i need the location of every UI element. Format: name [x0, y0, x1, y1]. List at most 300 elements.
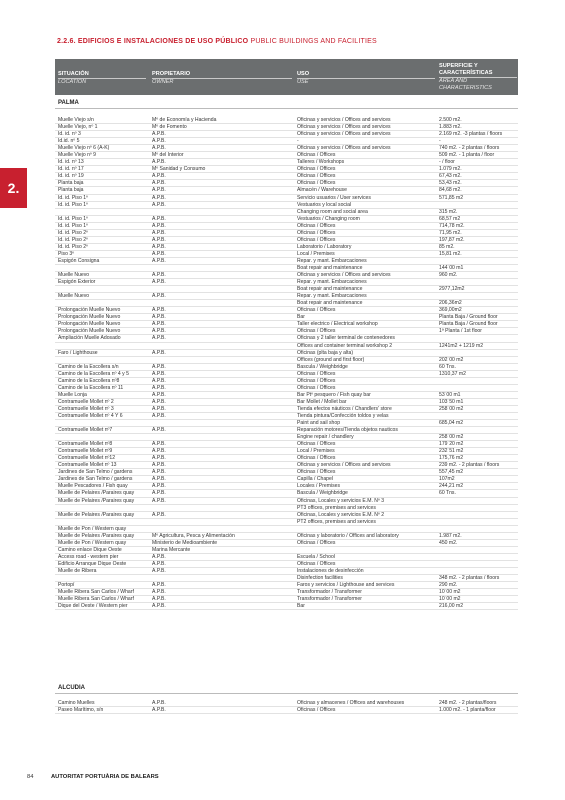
- cell-use: Oficinas / Offices: [297, 229, 336, 236]
- cell-location: Camino de la Escollera nº8: [58, 377, 120, 384]
- cell-use: -: [297, 138, 299, 145]
- cell-area: 1.000 m2. - 1 planta/floor: [439, 707, 496, 714]
- table-row: [55, 707, 518, 714]
- cell-use: Tienda pintura/Confección toldos y velas: [297, 412, 389, 419]
- table-row: [55, 385, 518, 392]
- cell-owner: A.P.B.: [152, 707, 166, 714]
- table-row: [55, 455, 518, 462]
- table-row: [55, 540, 518, 547]
- cell-use: Oficinas y 2 taller terminal de contenedores: [297, 335, 395, 342]
- cell-owner: A.P.B.: [152, 476, 166, 483]
- header-area-line1: AREA AND: [439, 77, 517, 85]
- table-row: [55, 335, 518, 342]
- cell-use: Oficinas y servicios / Offices and services: [297, 145, 391, 152]
- table-row: [55, 399, 518, 406]
- cell-area: 84,68 m2.: [439, 187, 462, 194]
- table-row: [55, 434, 518, 441]
- cell-location: Jardines de San Telmo / gardens: [58, 476, 133, 483]
- table-row: [55, 223, 518, 230]
- cell-use: Vestuarios y local social: [297, 201, 352, 208]
- cell-use: Repar. y mant. Embarcaciones: [297, 257, 367, 264]
- cell-owner: A.P.B.: [152, 257, 166, 264]
- table-row: [55, 476, 518, 483]
- title-english: PUBLIC BUILDINGS AND FACILITIES: [250, 38, 377, 45]
- cell-area: 1ª Planta / 1st floor: [439, 328, 482, 335]
- cell-area: 258´00 m2: [439, 405, 464, 412]
- cell-location: Contramuelle Mollet nº 4 Y 6: [58, 412, 123, 419]
- cell-use: Oficinas (plta baja y alta): [297, 349, 354, 356]
- cell-owner: A.P.B.: [152, 215, 166, 222]
- cell-owner: A.P.B.: [152, 405, 166, 412]
- cell-area: 315 m2.: [439, 208, 458, 215]
- cell-area: 15,81 m2.: [439, 250, 462, 257]
- cell-owner: A.P.B.: [152, 145, 166, 152]
- cell-area: 85 m2.: [439, 243, 455, 250]
- cell-area: - / floor: [439, 159, 455, 166]
- cell-location: Id. id. Piso 2º: [58, 236, 88, 243]
- cell-owner: Mº de Economía y Hacienda: [152, 117, 217, 123]
- cell-location: Contramuelle Mollet nº 13: [58, 462, 117, 469]
- table-row: [55, 441, 518, 448]
- table-row: [55, 173, 518, 180]
- table-row: [55, 364, 518, 371]
- cell-area: 571,85 m2: [439, 194, 464, 201]
- cell-area: Planta Baja / Ground floor: [439, 321, 498, 328]
- header-superficie-line1: SUPERFICIE Y: [439, 63, 478, 69]
- cell-owner: A.P.B.: [152, 560, 166, 567]
- table-row: [55, 251, 518, 258]
- table-row: [55, 202, 518, 209]
- cell-location: Id. id. Piso 1º: [58, 201, 88, 208]
- cell-owner: A.P.B.: [152, 384, 166, 391]
- cell-use: Oficinas / Offices: [297, 441, 336, 448]
- cell-owner: A.P.B.: [152, 483, 166, 490]
- table-row: [55, 547, 518, 554]
- cell-use: Oficinas y servicios / Offices and services: [297, 462, 391, 469]
- cell-area: 232´51 m2: [439, 448, 464, 455]
- cell-owner: A.P.B.: [152, 497, 166, 504]
- cell-use: Capilla / Chapel: [297, 476, 333, 483]
- cell-use: Oficinas y servicios / Offices and services: [297, 272, 391, 279]
- cell-location: Espigón Exterior: [58, 279, 96, 286]
- cell-area: 175,76 m2: [439, 455, 464, 462]
- cell-location: Muelle Viejo, nº 1: [58, 124, 98, 131]
- cell-use: Local / Premises: [297, 448, 335, 455]
- cell-use: Paint and sail shop: [297, 420, 341, 427]
- cell-use: Escuela / School: [297, 553, 335, 560]
- cell-area: 1.987 m2.: [439, 532, 462, 539]
- cell-area: 2977,12m2: [439, 286, 465, 293]
- cell-location: Muelle de Pon / Western quay: [58, 539, 127, 546]
- cell-location: Edificio Arranque Dique Oeste: [58, 560, 127, 567]
- table-row: [55, 413, 518, 420]
- cell-location: Id. id. Piso 1º: [58, 194, 88, 201]
- cell-area: 107m2: [439, 476, 455, 483]
- cell-area: 714,78 m2.: [439, 222, 465, 229]
- cell-owner: A.P.B.: [152, 314, 166, 321]
- cell-location: Contramuelle Mollet nº12: [58, 455, 116, 462]
- cell-area: 179´20 m2: [439, 441, 464, 448]
- table-row: [55, 462, 518, 469]
- cell-use: PT2 offices, premises and services: [297, 518, 376, 525]
- cell-location: Contramuelle Mollet nº8: [58, 441, 113, 448]
- cell-owner: A.P.B.: [152, 462, 166, 469]
- table-row: [55, 490, 518, 497]
- cell-owner: Mº de Fomento: [152, 124, 187, 131]
- table-row: [55, 357, 518, 364]
- cell-area: 1241m2 + 1219 m2: [439, 342, 484, 349]
- page-footer: [27, 774, 159, 780]
- cell-area: 685,04 m2: [439, 420, 464, 427]
- cell-use: Faros y servicios / Lighthouse and services: [297, 582, 395, 589]
- cell-use: Boat repair and maintenance: [297, 286, 363, 293]
- section-palma: [55, 99, 518, 109]
- header-situacion-label: SITUACIÓN: [58, 71, 89, 77]
- cell-use: Oficinas / Offices: [297, 455, 336, 462]
- cell-area: 216,00 m2: [439, 603, 464, 610]
- cell-owner: A.P.B.: [152, 307, 166, 314]
- cell-area: 258´00 m2: [439, 434, 464, 441]
- cell-location: Ampliación Muelle Adosado: [58, 335, 121, 342]
- cell-use: Almacén / Warehouse: [297, 187, 347, 194]
- cell-owner: A.P.B.: [152, 293, 166, 300]
- cell-use: Oficinas / Offices: [297, 236, 336, 243]
- cell-area: 60 Tns.: [439, 490, 456, 497]
- cell-location: Piso 3º: [58, 250, 75, 257]
- chapter-number: 2.: [7, 180, 20, 196]
- cell-location: Contramuelle Mollet nº 3: [58, 405, 114, 412]
- table-row: [55, 420, 518, 427]
- cell-location: Muelle Viejo nº 9: [58, 152, 97, 159]
- page-title: [57, 38, 377, 45]
- cell-owner: A.P.B.: [152, 243, 166, 250]
- section-alcudia-label: ALCUDIA: [58, 685, 85, 691]
- cell-area: 68,57 m2: [439, 215, 461, 222]
- header-location-label: LOCATION: [58, 78, 146, 86]
- table-row: [55, 159, 518, 166]
- cell-area: 1.883 m2.: [439, 124, 462, 131]
- cell-location: Muelle de Pelaires /Paraires quay: [58, 532, 135, 539]
- palma-table-body: [55, 117, 518, 610]
- cell-use: Boat repair and maintenance: [297, 300, 363, 307]
- cell-location: Access road - western pier: [58, 553, 119, 560]
- cell-location: Muelle de Pon / Western quay: [58, 525, 127, 532]
- cell-location: Planta baja: [58, 180, 84, 187]
- cell-use: Talleres / Workshops: [297, 159, 345, 166]
- cell-area: 348 m2. - 2 plantas / floors: [439, 575, 500, 582]
- cell-use: Bascula / Weighbridge: [297, 490, 348, 497]
- cell-location: Id. id. Piso 1º: [58, 222, 88, 229]
- table-row: [55, 187, 518, 194]
- cell-area: 244,21 m2: [439, 483, 464, 490]
- table-row: [55, 519, 518, 526]
- cell-owner: Mº del Interior: [152, 152, 184, 159]
- cell-use: Oficinas / Offices: [297, 166, 336, 173]
- table-row: [55, 406, 518, 413]
- cell-use: Transformador / Transformer: [297, 589, 362, 596]
- cell-location: Espigón Consigna: [58, 257, 100, 264]
- cell-owner: A.P.B.: [152, 335, 166, 342]
- cell-owner: A.P.B.: [152, 187, 166, 194]
- table-row: [55, 244, 518, 251]
- cell-use: Oficinas, Locales y servicios E.M. Nº 2: [297, 511, 385, 518]
- cell-use: Laboratorio / Laboratory: [297, 243, 352, 250]
- table-row: [55, 700, 518, 707]
- footer-organization: AUTORITAT PORTUÀRIA DE BALEARS: [51, 774, 159, 780]
- cell-owner: A.P.B.: [152, 441, 166, 448]
- table-row: [55, 568, 518, 575]
- cell-owner: A.P.B.: [152, 511, 166, 518]
- cell-area: 290 m2.: [439, 582, 458, 589]
- table-row: [55, 124, 518, 131]
- cell-area: 144´00 m1: [439, 264, 464, 271]
- header-uso-label: USO: [297, 71, 310, 77]
- cell-area: 450 m2.: [439, 539, 458, 546]
- cell-use: Bar: [297, 314, 305, 321]
- cell-use: Disinfection facilities: [297, 575, 343, 582]
- cell-use: Changing room and social area: [297, 208, 368, 215]
- table-row: [55, 469, 518, 476]
- cell-use: Oficinas y servicios / Offices and services: [297, 131, 391, 138]
- cell-owner: A.P.B.: [152, 700, 166, 706]
- table-row: [55, 498, 518, 505]
- cell-use: Servicio usuarios / User services: [297, 194, 371, 201]
- cell-area: 248 m2. - 2 plantas/floors: [439, 700, 497, 706]
- cell-use: Oficinas y servicios / Offices and services: [297, 124, 391, 131]
- table-row: [55, 328, 518, 335]
- cell-area: 2.169 m2. -3 plantas / floors: [439, 131, 503, 138]
- cell-use: Bascula / Weighbridge: [297, 363, 348, 370]
- header-use: [297, 71, 435, 86]
- table-row: [55, 575, 518, 582]
- cell-owner: A.P.B.: [152, 370, 166, 377]
- cell-area: 2.500 m2.: [439, 117, 462, 123]
- cell-use: Oficinas y almacenes / Offices and warehouses: [297, 700, 405, 706]
- cell-location: Muelle de Ribera: [58, 568, 97, 574]
- cell-use: Engine repair / chandlery: [297, 434, 354, 441]
- table-row: [55, 561, 518, 568]
- cell-use: Oficinas / Offices: [297, 328, 336, 335]
- cell-use: Bar: [297, 603, 305, 610]
- cell-area: 960 m2.: [439, 272, 458, 279]
- cell-owner: A.P.B.: [152, 469, 166, 476]
- table-row: [55, 286, 518, 293]
- cell-area: Planta Baja / Ground floor: [439, 314, 498, 321]
- cell-use: Taller electrico / Electrical workshop: [297, 321, 378, 328]
- table-row: [55, 293, 518, 300]
- cell-area: 53,43 m2.: [439, 180, 462, 187]
- table-row: [55, 526, 518, 533]
- table-row: [55, 512, 518, 519]
- table-header: [55, 59, 518, 95]
- cell-use: Tienda efectos náuticos / Chandlers' store: [297, 405, 392, 412]
- table-row: [55, 258, 518, 265]
- header-propietario-label: PROPIETARIO: [152, 71, 191, 77]
- cell-location: Prolongación Muelle Nuevo: [58, 321, 121, 328]
- header-location: [58, 71, 146, 86]
- cell-owner: A.P.B.: [152, 236, 166, 243]
- table-row: [55, 166, 518, 173]
- table-row: [55, 589, 518, 596]
- cell-use: Oficinas / Offices: [297, 469, 336, 476]
- cell-area: 202´00 m2: [439, 356, 464, 363]
- table-row: [55, 505, 518, 512]
- cell-use: Oficinas / Offices: [297, 152, 336, 159]
- cell-owner: A.P.B.: [152, 194, 166, 201]
- cell-use: Offices and container terminal workshop 2: [297, 342, 393, 349]
- cell-location: Id.id. nº 5: [58, 138, 80, 145]
- cell-use: Instalaciones de desinfección: [297, 568, 364, 574]
- cell-location: Faro / Lighthouse: [58, 349, 98, 356]
- cell-owner: Mº Agricultura, Pesca y Alimentación: [152, 532, 235, 539]
- table-row: [55, 448, 518, 455]
- chapter-tab: [0, 168, 27, 208]
- cell-location: Id. id. nº 13: [58, 159, 84, 166]
- cell-use: Oficinas / Offices: [297, 370, 336, 377]
- cell-owner: Marina Mercante: [152, 546, 191, 553]
- cell-area: 369,00m2: [439, 307, 462, 314]
- table-row: [55, 152, 518, 159]
- cell-use: Locales / Premises: [297, 483, 341, 490]
- cell-location: Id. id. Piso 2º: [58, 229, 88, 236]
- cell-owner: A.P.B.: [152, 250, 166, 257]
- cell-location: Muelle Lonja: [58, 391, 87, 398]
- cell-owner: A.P.B.: [152, 448, 166, 455]
- table-row: [55, 321, 518, 328]
- cell-use: Oficinas y servicios / Offices and services: [297, 117, 391, 123]
- cell-owner: A.P.B.: [152, 138, 166, 145]
- cell-area: 740 m2. - 2 plantas / floors: [439, 145, 500, 152]
- table-row: [55, 138, 518, 145]
- cell-use: PT3 offices, premises and services: [297, 504, 376, 511]
- cell-location: Camino Muelles: [58, 700, 95, 706]
- alcudia-table-body: [55, 700, 518, 714]
- cell-use: Oficinas / Offices: [297, 222, 336, 229]
- table-row: [55, 265, 518, 272]
- cell-owner: A.P.B.: [152, 279, 166, 286]
- section-alcudia: [55, 684, 518, 694]
- table-row: [55, 533, 518, 540]
- cell-area: 509 m2. - 1 planta / floor: [439, 152, 495, 159]
- table-row: [55, 300, 518, 307]
- title-spanish: 2.2.6. EDIFICIOS E INSTALACIONES DE USO PÚBLICO: [57, 38, 249, 45]
- cell-owner: A.P.B.: [152, 229, 166, 236]
- table-row: [55, 195, 518, 202]
- table-row: [55, 427, 518, 434]
- cell-use: Oficinas / Offices: [297, 180, 336, 187]
- table-row: [55, 307, 518, 314]
- table-row: [55, 483, 518, 490]
- cell-location: Muelle Pescadores / Fish quay: [58, 483, 128, 490]
- header-owner-label: OWNER: [152, 78, 292, 86]
- cell-location: Id. id. nº 3: [58, 131, 81, 138]
- cell-owner: A.P.B.: [152, 349, 166, 356]
- cell-location: Contramuelle Mollet nº9: [58, 448, 113, 455]
- cell-location: Muelle de Pelaires /Paraires quay: [58, 511, 135, 518]
- cell-owner: A.P.B.: [152, 363, 166, 370]
- table-row: [55, 378, 518, 385]
- cell-use: Reparación motores/Tienda objetos nauticos: [297, 427, 398, 434]
- table-row: [55, 554, 518, 561]
- cell-use: Local / Premises: [297, 250, 335, 257]
- cell-area: 1.079 m2.: [439, 166, 462, 173]
- cell-owner: Ministerio de Medioambiente: [152, 539, 218, 546]
- cell-owner: A.P.B.: [152, 589, 166, 596]
- table-row: [55, 314, 518, 321]
- header-superficie-line2: CARACTERÍSTICAS: [439, 70, 493, 76]
- cell-owner: A.P.B.: [152, 398, 166, 405]
- cell-owner: A.P.B.: [152, 568, 166, 574]
- cell-location: Muelle de Pelaires /Paraires quay: [58, 490, 135, 497]
- cell-owner: A.P.B.: [152, 412, 166, 419]
- table-row: [55, 117, 518, 124]
- cell-location: Id. id. Piso 1º: [58, 215, 88, 222]
- cell-location: Camino de la Escollera nº 4 y 5: [58, 370, 129, 377]
- cell-location: Prolongación Muelle Nuevo: [58, 328, 121, 335]
- cell-use: Bar Mollet / Mollet bar: [297, 398, 347, 405]
- table-row: [55, 145, 518, 152]
- header-area-line2: CHARACTERISTICS: [439, 85, 492, 91]
- cell-owner: A.P.B.: [152, 582, 166, 589]
- cell-owner: A.P.B.: [152, 159, 166, 166]
- cell-location: Camino de la Escollera s/n: [58, 363, 119, 370]
- cell-location: Dique del Oeste / Western pier: [58, 603, 128, 610]
- cell-location: Prolongación Muelle Nuevo: [58, 314, 121, 321]
- cell-owner: A.P.B.: [152, 173, 166, 180]
- cell-location: Muelle Nuevo: [58, 272, 90, 279]
- cell-area: 60 Tns.: [439, 363, 456, 370]
- cell-area: 197,87 m2.: [439, 236, 465, 243]
- cell-owner: A.P.B.: [152, 321, 166, 328]
- cell-area: 53´00 m1: [439, 391, 461, 398]
- table-row: [55, 596, 518, 603]
- cell-use: Bar Ptº pesquero / Fish quay bar: [297, 391, 371, 398]
- cell-owner: A.P.B.: [152, 222, 166, 229]
- cell-owner: A.P.B.: [152, 455, 166, 462]
- cell-location: Contramuelle Mollet nº7: [58, 427, 113, 434]
- cell-location: Jardines de San Telmo / gardens: [58, 469, 133, 476]
- table-row: [55, 230, 518, 237]
- cell-location: Portopí: [58, 582, 75, 589]
- cell-owner: A.P.B.: [152, 603, 166, 610]
- table-row: [55, 371, 518, 378]
- cell-owner: A.P.B.: [152, 131, 166, 138]
- cell-area: 71,95 m2.: [439, 229, 462, 236]
- cell-area: 10´00 m2: [439, 596, 461, 603]
- cell-location: Contramuelle Mollet nº 2: [58, 398, 114, 405]
- cell-area: 1310,37 m2: [439, 370, 466, 377]
- section-palma-label: PALMA: [58, 100, 79, 106]
- cell-area: 239 m2. - 2 plantas / floors: [439, 462, 500, 469]
- cell-use: Oficinas / Offices: [297, 539, 336, 546]
- cell-location: Prolongación Muelle Nuevo: [58, 307, 121, 314]
- table-row: [55, 603, 518, 610]
- cell-location: Muelle de Pelaires /Paraires quay: [58, 497, 135, 504]
- cell-owner: A.P.B.: [152, 377, 166, 384]
- cell-owner: A.P.B.: [152, 391, 166, 398]
- table-row: [55, 131, 518, 138]
- table-row: [55, 237, 518, 244]
- cell-location: Paseo Marítimo, s/n: [58, 707, 104, 714]
- table-row: [55, 279, 518, 286]
- cell-area: -: [439, 138, 441, 145]
- cell-location: Muelle Viejo nº 6 (A-K): [58, 145, 110, 152]
- cell-location: Id. id. nº 17: [58, 166, 84, 173]
- cell-location: Id. id. Piso 2º: [58, 243, 88, 250]
- cell-use: Oficinas / Offices: [297, 307, 336, 314]
- cell-use: Repar. y mant. Embarcaciones: [297, 279, 367, 286]
- header-owner: [152, 71, 292, 86]
